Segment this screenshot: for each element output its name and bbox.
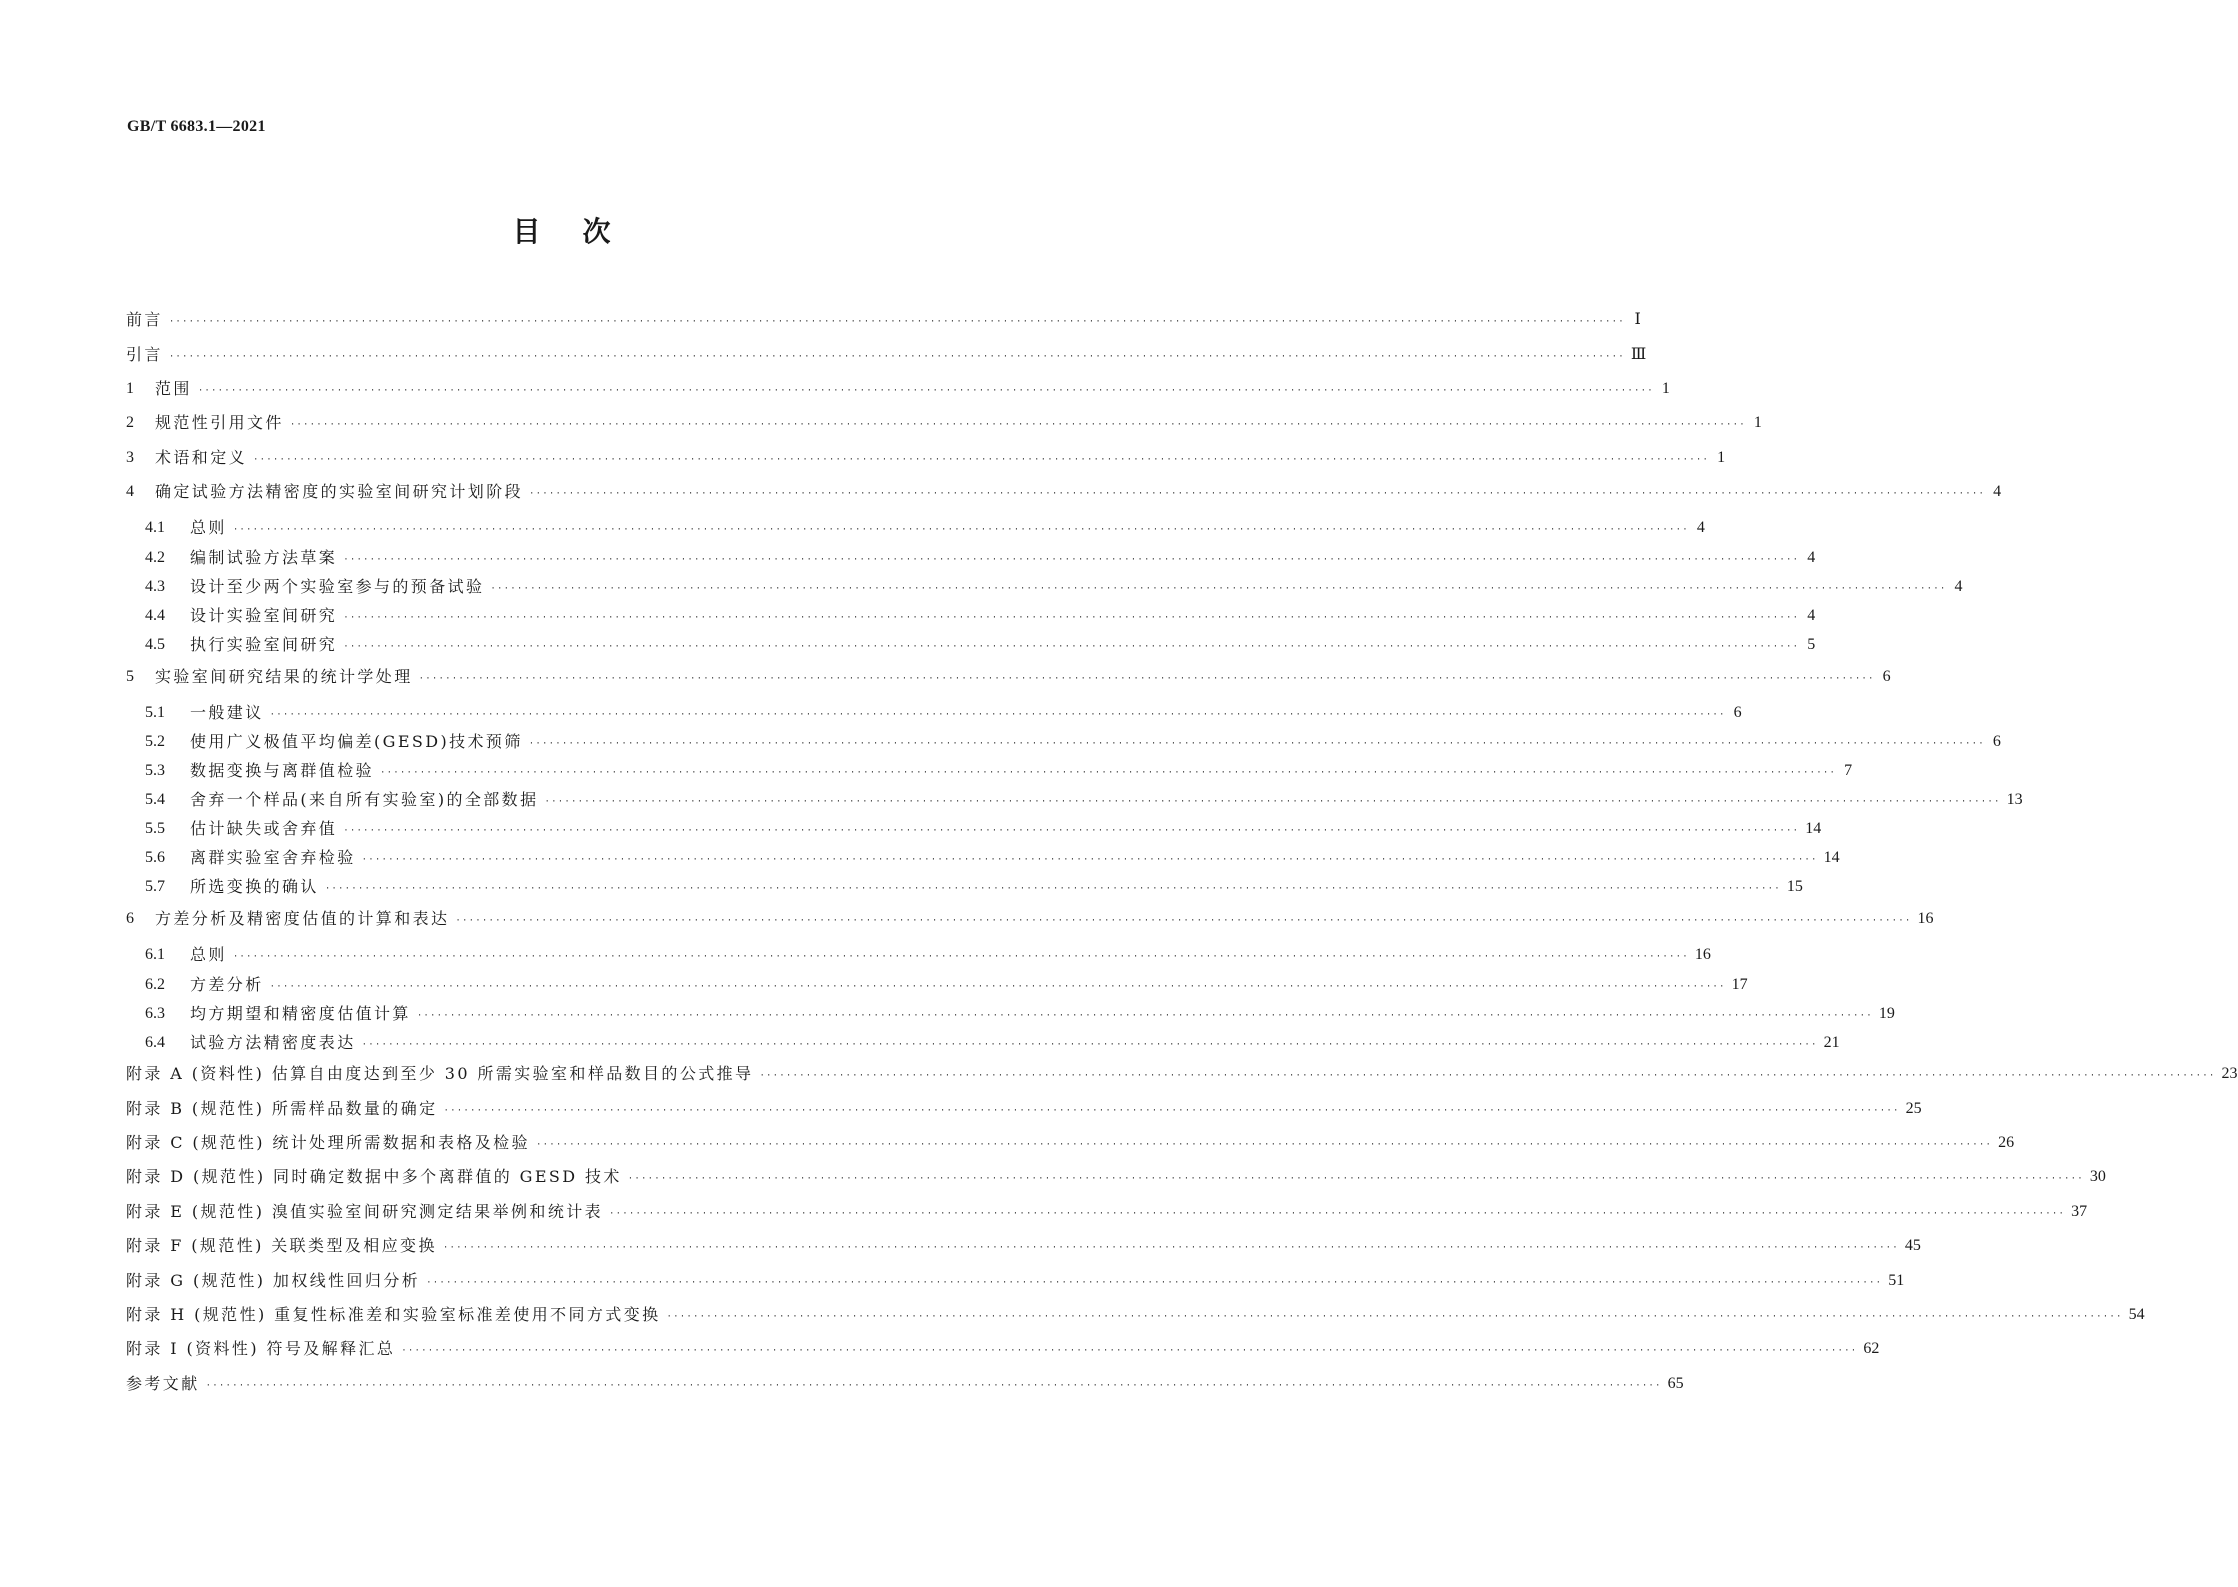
toc-entry[interactable]: [126, 728, 2001, 757]
toc-entry-title: 附录 I (资料性) 符号及解释汇总: [126, 1339, 396, 1359]
toc-entry[interactable]: [126, 1229, 1921, 1263]
dot-leader: ····························································································································································································································: [418, 673, 1875, 684]
toc-entry-page-number: 16: [1917, 909, 1934, 927]
dot-leader: ····························································································································································································································: [759, 1071, 2216, 1082]
toc-entry[interactable]: [126, 572, 1963, 601]
toc-entry-page-number: 5: [1807, 635, 1816, 653]
dot-leader: ····························································································································································································································: [253, 454, 1710, 465]
toc-entry-title: 所选变换的确认: [190, 877, 319, 897]
toc-entry-page-number: 1: [1717, 448, 1726, 466]
toc-entry[interactable]: [126, 1263, 1905, 1297]
toc-entry-title: 估计缺失或舍弃值: [190, 819, 338, 839]
toc-entry-title: 离群实验室舍弃检验: [190, 848, 356, 868]
dot-leader: ····························································································································································································································: [426, 1277, 1883, 1288]
toc-entry-page-number: 15: [1786, 878, 1803, 896]
toc-entry[interactable]: [126, 786, 2023, 815]
toc-entry-page-number: 1: [1661, 379, 1670, 397]
toc-entry-number: 5.5: [145, 820, 165, 838]
toc-entry-title: 设计至少两个实验室参与的预备试验: [190, 576, 485, 596]
toc-entry[interactable]: [126, 1126, 2015, 1160]
toc-entry-title: 设计实验室间研究: [190, 605, 338, 625]
toc-entry-number: 4.5: [145, 635, 165, 653]
toc-entry-page-number: 54: [2128, 1306, 2145, 1324]
toc-entry-page-number: 26: [1998, 1134, 2015, 1152]
toc-entry-number: 5.7: [145, 878, 165, 896]
toc-entry[interactable]: [126, 815, 1822, 844]
toc-entry-page-number: 13: [2006, 791, 2023, 809]
toc-entry-title: 确定试验方法精密度的实验室间研究计划阶段: [155, 482, 524, 502]
toc-entry-title: 试验方法精密度表达: [190, 1032, 356, 1052]
dot-leader: ····························································································································································································································: [380, 768, 1837, 779]
toc-entry-number: 6.1: [145, 946, 165, 964]
dot-leader: ····························································································································································································································: [401, 1346, 1858, 1357]
dot-leader: ····························································································································································································································: [609, 1208, 2066, 1219]
toc-entry[interactable]: [126, 509, 1705, 543]
toc-entry-number: 2: [126, 414, 134, 432]
page-title: 目次: [512, 215, 653, 248]
toc-entry-title: 执行实验室间研究: [190, 634, 338, 654]
toc-entry[interactable]: [126, 757, 1853, 786]
dot-leader: ····························································································································································································································: [443, 1105, 1900, 1116]
toc-entry-title: 使用广义极值平均偏差(GESD)技术预筛: [190, 732, 523, 752]
toc-entry-title: 范围: [155, 378, 192, 398]
toc-entry-title: 总则: [190, 945, 227, 965]
toc-entry-page-number: 51: [1888, 1271, 1905, 1289]
toc-entry-number: 4.4: [145, 606, 165, 624]
toc-entry-page-number: 1: [1753, 414, 1762, 432]
toc-entry[interactable]: [126, 630, 1816, 659]
toc-entry-title: 实验室间研究结果的统计学处理: [155, 666, 413, 686]
toc-entry-title: 总则: [190, 518, 227, 538]
toc-entry-number: 4.3: [145, 577, 165, 595]
toc-entry[interactable]: [126, 844, 1840, 873]
toc-entry-number: 5.1: [145, 703, 165, 721]
toc-entry-page-number: Ⅰ: [1634, 311, 1641, 329]
toc-entry-title: 附录 E (规范性) 溴值实验室间研究测定结果举例和统计表: [126, 1201, 604, 1221]
toc-entry-number: 5.2: [145, 733, 165, 751]
dot-leader: ····························································································································································································································: [269, 981, 1726, 992]
toc-entry[interactable]: [126, 1057, 2238, 1091]
dot-leader: ····························································································································································································································: [361, 1039, 1818, 1050]
toc-entry-page-number: 4: [1807, 548, 1816, 566]
toc-entry-title: 参考文献: [126, 1373, 200, 1393]
dot-leader: ····························································································································································································································: [416, 1010, 1873, 1021]
toc-entry-page-number: 25: [1905, 1099, 1922, 1117]
toc-entry-title: 均方期望和精密度估值计算: [190, 1003, 411, 1023]
toc-entry[interactable]: [126, 1092, 1922, 1126]
toc-entry-number: 6.3: [145, 1004, 165, 1022]
dot-leader: ····························································································································································································································: [205, 1380, 1662, 1391]
toc-entry-number: 5: [126, 667, 134, 685]
dot-leader: ····························································································································································································································: [168, 317, 1625, 328]
toc-entry-title: 前言: [126, 310, 163, 330]
toc-entry[interactable]: [126, 372, 1670, 406]
toc-entry[interactable]: [126, 406, 1762, 440]
toc-entry-number: 1: [126, 379, 134, 397]
toc-entry-page-number: 6: [1882, 667, 1891, 685]
toc-entry[interactable]: [126, 1160, 2106, 1194]
toc-entry-page-number: 6: [1992, 733, 2001, 751]
toc-entry[interactable]: [126, 902, 1934, 936]
toc-entry-page-number: 4: [1993, 483, 2002, 501]
toc-entry-title: 附录 G (规范性) 加权线性回归分析: [126, 1270, 421, 1290]
toc-entry-number: 6.2: [145, 975, 165, 993]
toc-entry-page-number: 45: [1904, 1237, 1921, 1255]
toc-entry-number: 4.1: [145, 519, 165, 537]
toc-entry[interactable]: [126, 601, 1816, 630]
toc-entry[interactable]: [126, 659, 1891, 693]
toc-entry-number: 5.4: [145, 791, 165, 809]
toc-entry-title: 附录 C (规范性) 统计处理所需数据和表格及检验: [126, 1133, 530, 1153]
toc-entry-title: 附录 B (规范性) 所需样品数量的确定: [126, 1098, 438, 1118]
dot-leader: ····························································································································································································································: [168, 351, 1625, 362]
dot-leader: ····························································································································································································································: [343, 641, 1800, 652]
toc-entry-title: 附录 D (规范性) 同时确定数据中多个离群值的 GESD 技术: [126, 1167, 622, 1187]
toc-entry-title: 方差分析: [190, 974, 264, 994]
toc-entry-title: 编制试验方法草案: [190, 547, 338, 567]
toc-entry-page-number: 4: [1807, 606, 1816, 624]
toc-entry-page-number: Ⅲ: [1630, 345, 1647, 363]
toc-entry[interactable]: [126, 303, 1641, 337]
dot-leader: ····························································································································································································································: [627, 1174, 2084, 1185]
toc-entry-page-number: 4: [1954, 577, 1963, 595]
toc-entry[interactable]: [126, 543, 1816, 572]
toc-entry-number: 3: [126, 448, 134, 466]
toc-entry[interactable]: [126, 475, 2002, 509]
dot-leader: ····························································································································································································································: [536, 1140, 1993, 1151]
dot-leader: ····························································································································································································································: [343, 826, 1800, 837]
toc-entry[interactable]: [126, 441, 1726, 475]
dot-leader: ····························································································································································································································: [269, 709, 1726, 720]
toc-entry-title: 数据变换与离群值检验: [190, 761, 375, 781]
dot-leader: ····························································································································································································································: [455, 915, 1912, 926]
toc-entry-page-number: 14: [1805, 820, 1822, 838]
toc-entry-number: 4.2: [145, 548, 165, 566]
toc-entry-page-number: 65: [1667, 1374, 1684, 1392]
toc-entry-page-number: 14: [1823, 849, 1840, 867]
dot-leader: ····························································································································································································································: [343, 612, 1800, 623]
toc-entry-title: 附录 F (规范性) 关联类型及相应变换: [126, 1236, 437, 1256]
toc-entry-page-number: 16: [1694, 946, 1711, 964]
toc-entry-title: 引言: [126, 344, 163, 364]
toc-entry-page-number: 7: [1844, 762, 1853, 780]
toc-entry-title: 舍弃一个样品(来自所有实验室)的全部数据: [190, 790, 539, 810]
toc-entry[interactable]: [126, 694, 1742, 728]
toc-entry-number: 6: [126, 909, 134, 927]
toc-entry-page-number: 21: [1823, 1033, 1840, 1051]
dot-leader: ····························································································································································································································: [544, 797, 2001, 808]
toc-entry-page-number: 4: [1696, 519, 1705, 537]
dot-leader: ····························································································································································································································: [528, 739, 1985, 750]
toc-entry-title: 附录 H (规范性) 重复性标准差和实验室标准差使用不同方式变换: [126, 1305, 661, 1325]
dot-leader: ····························································································································································································································: [529, 489, 1986, 500]
toc-entry-title: 附录 A (资料性) 估算自由度达到至少 30 所需实验室和样品数目的公式推导: [126, 1064, 754, 1084]
toc-entry[interactable]: [126, 337, 1647, 371]
toc-entry-number: 4: [126, 483, 134, 501]
toc-entry-page-number: 30: [2089, 1168, 2106, 1186]
dot-leader: ····························································································································································································································: [232, 952, 1689, 963]
toc-entry[interactable]: [126, 1195, 2088, 1229]
toc-entry[interactable]: [126, 873, 1803, 902]
toc-entry-page-number: 17: [1731, 975, 1748, 993]
toc-entry[interactable]: [126, 936, 1711, 970]
table-of-contents: [126, 303, 2238, 1401]
toc-entry-page-number: 62: [1863, 1340, 1880, 1358]
standard-code: GB/T 6683.1—2021: [127, 118, 266, 135]
toc-entry[interactable]: [126, 1367, 1684, 1401]
toc-entry-page-number: 23: [2221, 1065, 2238, 1083]
toc-entry-title: 一般建议: [190, 702, 264, 722]
dot-leader: ····························································································································································································································: [289, 420, 1746, 431]
dot-leader: ····························································································································································································································: [666, 1312, 2123, 1323]
toc-entry-number: 5.3: [145, 762, 165, 780]
toc-entry[interactable]: [126, 1298, 2145, 1332]
dot-leader: ····························································································································································································································: [361, 855, 1818, 866]
toc-entry[interactable]: [126, 1028, 1840, 1057]
toc-entry-page-number: 19: [1878, 1004, 1895, 1022]
toc-entry-number: 6.4: [145, 1033, 165, 1051]
dot-leader: ····························································································································································································································: [232, 525, 1689, 536]
toc-entry-page-number: 37: [2071, 1202, 2088, 1220]
toc-entry-number: 5.6: [145, 849, 165, 867]
toc-entry-title: 方差分析及精密度估值的计算和表达: [155, 908, 450, 928]
toc-entry[interactable]: [126, 1332, 1880, 1366]
toc-entry-page-number: 6: [1733, 703, 1742, 721]
dot-leader: ····························································································································································································································: [197, 385, 1654, 396]
dot-leader: ····························································································································································································································: [490, 583, 1947, 594]
toc-entry-title: 规范性引用文件: [155, 413, 284, 433]
dot-leader: ····························································································································································································································: [343, 554, 1800, 565]
toc-entry-title: 术语和定义: [155, 447, 248, 467]
dot-leader: ····························································································································································································································: [324, 884, 1781, 895]
dot-leader: ····························································································································································································································: [442, 1243, 1899, 1254]
toc-entry[interactable]: [126, 999, 1895, 1028]
toc-entry[interactable]: [126, 970, 1748, 999]
